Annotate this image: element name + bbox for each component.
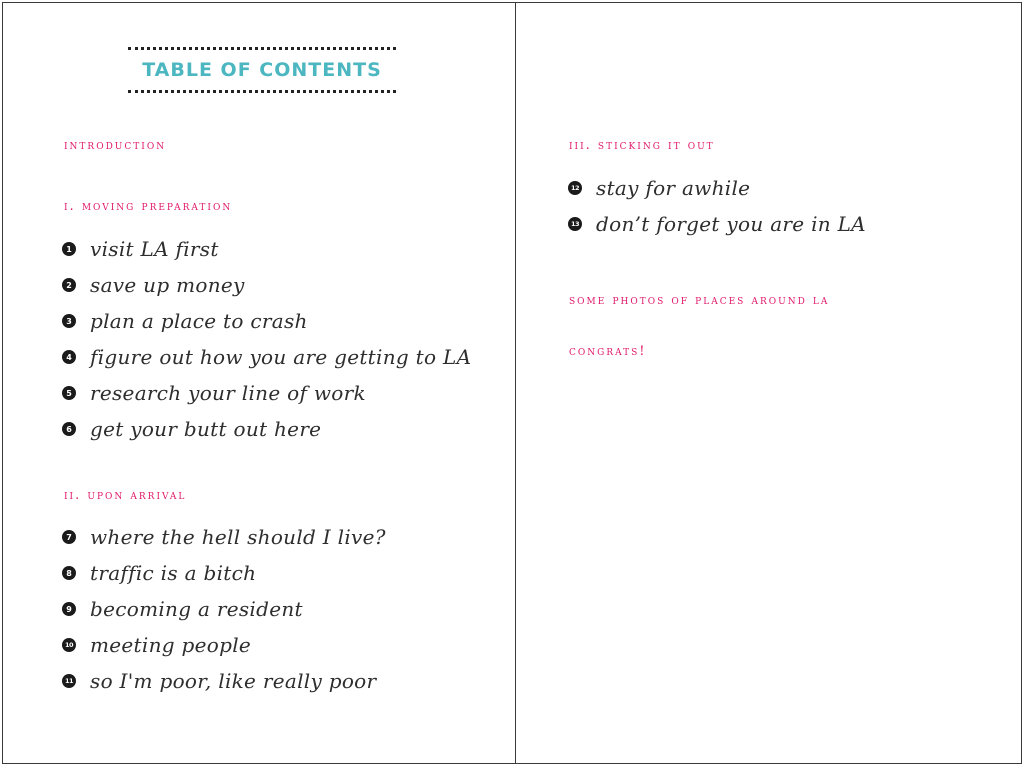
number-badge: 13 (568, 217, 582, 231)
number-badge: 7 (62, 530, 76, 544)
toc-item-label: save up money (90, 273, 245, 297)
number-badge: 4 (62, 350, 76, 364)
toc-item-label: where the hell should I live? (90, 525, 386, 549)
number-badge: 6 (62, 422, 76, 436)
toc-item-label: so I'm poor, like really poor (90, 669, 377, 693)
toc-item (62, 669, 376, 693)
toc-item-label: stay for awhile (596, 176, 751, 200)
page-title: TABLE OF CONTENTS (142, 59, 382, 81)
toc-item (62, 381, 366, 405)
section-photos: some photos of places around la (569, 293, 830, 308)
left-page (3, 3, 516, 763)
number-badge: 11 (62, 674, 76, 688)
number-badge: 1 (62, 242, 76, 256)
toc-item (568, 176, 750, 200)
number-badge: 2 (62, 278, 76, 292)
toc-item (62, 309, 308, 333)
toc-item-label: visit LA first (90, 237, 219, 261)
section-upon-arrival: ii. upon arrival (64, 488, 187, 503)
right-page (516, 3, 1021, 763)
book-spread (2, 2, 1022, 764)
toc-item-label: plan a place to crash (90, 309, 308, 333)
title-banner (128, 47, 396, 93)
number-badge: 9 (62, 602, 76, 616)
toc-item-label: traffic is a bitch (90, 561, 257, 585)
toc-item (62, 273, 245, 297)
toc-item-label: get your butt out here (90, 417, 322, 441)
number-badge: 10 (62, 638, 76, 652)
section-sticking-it-out: iii. sticking it out (569, 138, 715, 153)
toc-item (62, 417, 321, 441)
section-introduction: introduction (64, 138, 167, 153)
number-badge: 8 (62, 566, 76, 580)
toc-item-label: research your line of work (90, 381, 366, 405)
toc-item-label: meeting people (90, 633, 252, 657)
toc-item-label: don’t forget you are in LA (596, 212, 866, 236)
toc-item (62, 237, 219, 261)
section-congrats: congrats! (569, 344, 647, 359)
toc-item (62, 633, 251, 657)
toc-item (568, 212, 866, 236)
toc-item (62, 597, 303, 621)
number-badge: 3 (62, 314, 76, 328)
number-badge: 12 (568, 181, 582, 195)
toc-item-label: becoming a resident (90, 597, 303, 621)
toc-item-label: figure out how you are getting to LA (90, 345, 472, 369)
toc-item (62, 345, 471, 369)
toc-item (62, 561, 256, 585)
toc-item (62, 525, 386, 549)
section-moving-preparation: i. moving preparation (64, 199, 233, 214)
number-badge: 5 (62, 386, 76, 400)
